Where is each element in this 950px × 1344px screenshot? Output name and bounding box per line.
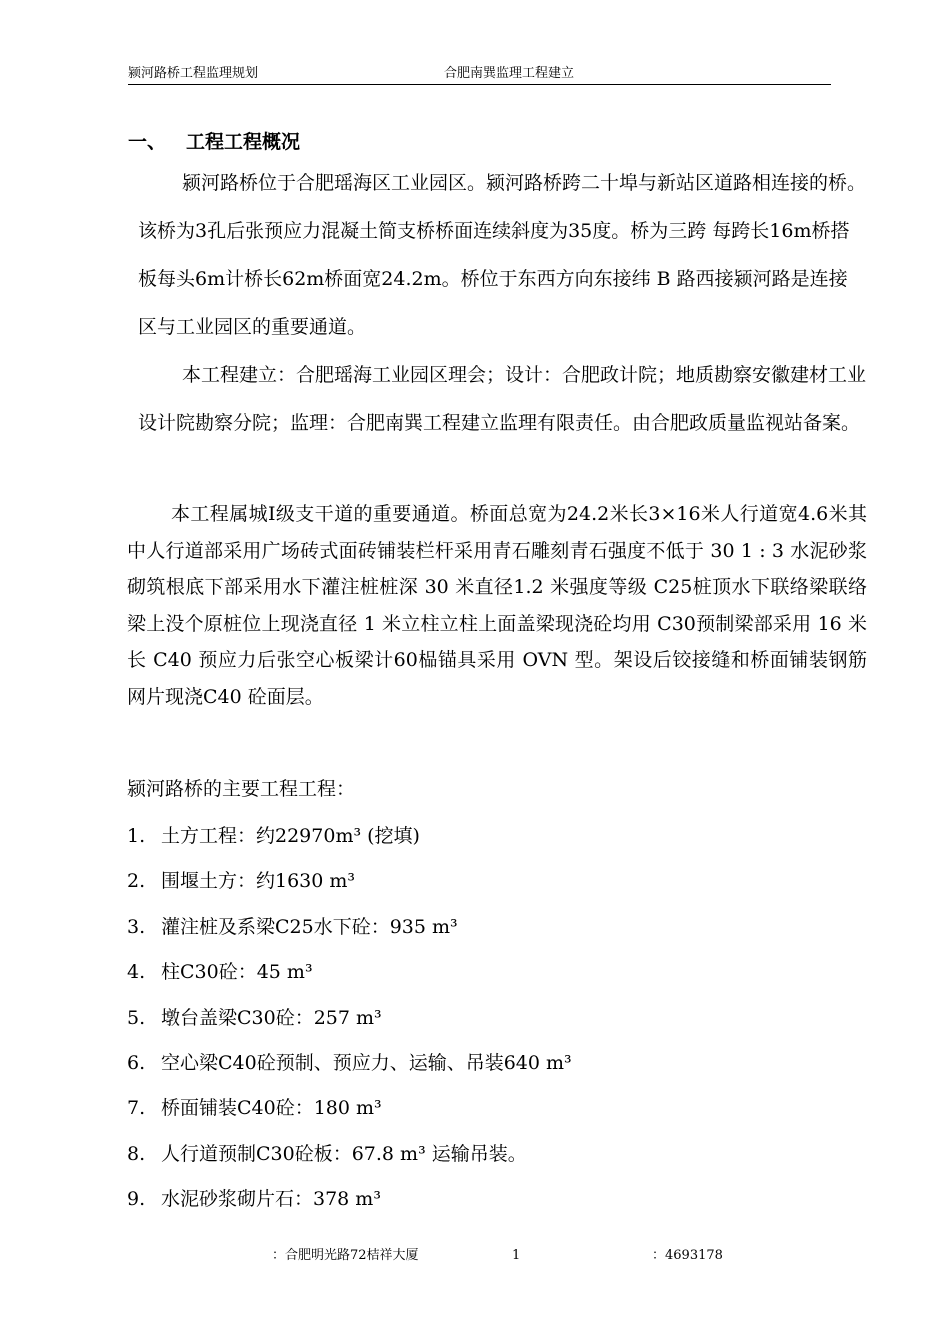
paragraph-description: 本工程属城Ⅰ级支干道的重要通道。桥面总宽为24.2米长3×16米人行道宽4.6米其中人行道部采用广场砖式面砖铺装栏杆采用青石雕刻青石强度不低于 30 1 : 3 水泥砂浆砌筑根底下部采用水下灌注桩桩深 30 米直径1.2 米强度等级 C25桩顶水下联络梁联络梁上没个原桩位上现浇直径 1 米立柱立柱上面盖梁现浇砼均用 C30预制梁部采用 16 米长 C40 预应力后张空心板梁计60榀锚具采用 OVN 型。架设后铰接缝和桥面铺装钢筋网片现浇C40 砼面层。 [127,503,867,708]
list-item-text: 人行道预制C30砼板：67.8 m³ 运输吊装。 [161,1142,527,1165]
list-item [127,1132,572,1177]
quantity-list [127,814,572,1223]
list-item-number: 9. [127,1188,146,1211]
paragraph-parties: 本工程建立：合肥瑶海工业园区理会；设计：合肥政计院；地质勘察安徽建材工业设计院勘察分院；监理：合肥南巽工程建立监理有限责任。由合肥政质量监视站备案。 [138,364,867,434]
list-item-number: 1. [127,825,146,847]
list-item-text: 围堰土方：约1630 m³ [161,870,356,893]
list-item-text: 柱C30砼：45 m³ [161,961,313,984]
list-item [127,996,572,1041]
list-item-text: 桥面铺装C40砼：180 m³ [161,1097,382,1120]
section-heading [128,127,300,154]
footer-phone: ：4693178 [652,1248,723,1263]
footer-address: ：合肥明光路72桔祥大厦 [272,1248,419,1263]
page-number: 1 [512,1248,521,1263]
section-title: 工程工程概况 [186,131,301,153]
list-item-text: 土方工程：约22970m³ (挖填) [161,825,420,847]
section-number: 一、 [128,131,167,153]
list-item [127,814,572,859]
header-left-title: 颍河路桥工程监理规划 [128,66,259,81]
list-item [127,1177,572,1222]
list-item-number: 3. [127,915,146,938]
list-item [127,905,572,950]
list-item-number: 6. [127,1051,146,1074]
list-item-number: 4. [127,961,146,984]
paragraph-list-intro: 颍河路桥的主要工程工程： [127,778,356,800]
list-item [127,859,572,904]
list-item [127,1086,572,1131]
list-item-text: 灌注桩及系梁C25水下砼：935 m³ [161,915,458,938]
list-item-number: 5. [127,1006,146,1029]
list-item-text: 水泥砂浆砌片石：378 m³ [161,1188,381,1211]
list-item-number: 2. [127,870,146,893]
page-header [128,66,831,85]
header-right-title: 合肥南巽监理工程建立 [444,66,575,81]
list-item-text: 墩台盖梁C30砼：257 m³ [161,1006,382,1029]
paragraph-overview: 颍河路桥位于合肥瑶海区工业园区。颍河路桥跨二十埠与新站区道路相连接的桥。该桥为3孔后张预应力混凝土简支桥桥面连续斜度为35度。桥为三跨 每跨长16m桥搭板每头6m计桥长62m桥面宽24.2m。桥位于东西方向东接纬 B 路西接颍河路是连接区与工业园区的重要通道。 [138,172,867,338]
list-item [127,1041,572,1086]
list-item [127,950,572,995]
list-item-number: 8. [127,1142,146,1165]
list-item-number: 7. [127,1097,146,1120]
list-item-text: 空心梁C40砼预制、预应力、运输、吊装640 m³ [161,1051,572,1074]
